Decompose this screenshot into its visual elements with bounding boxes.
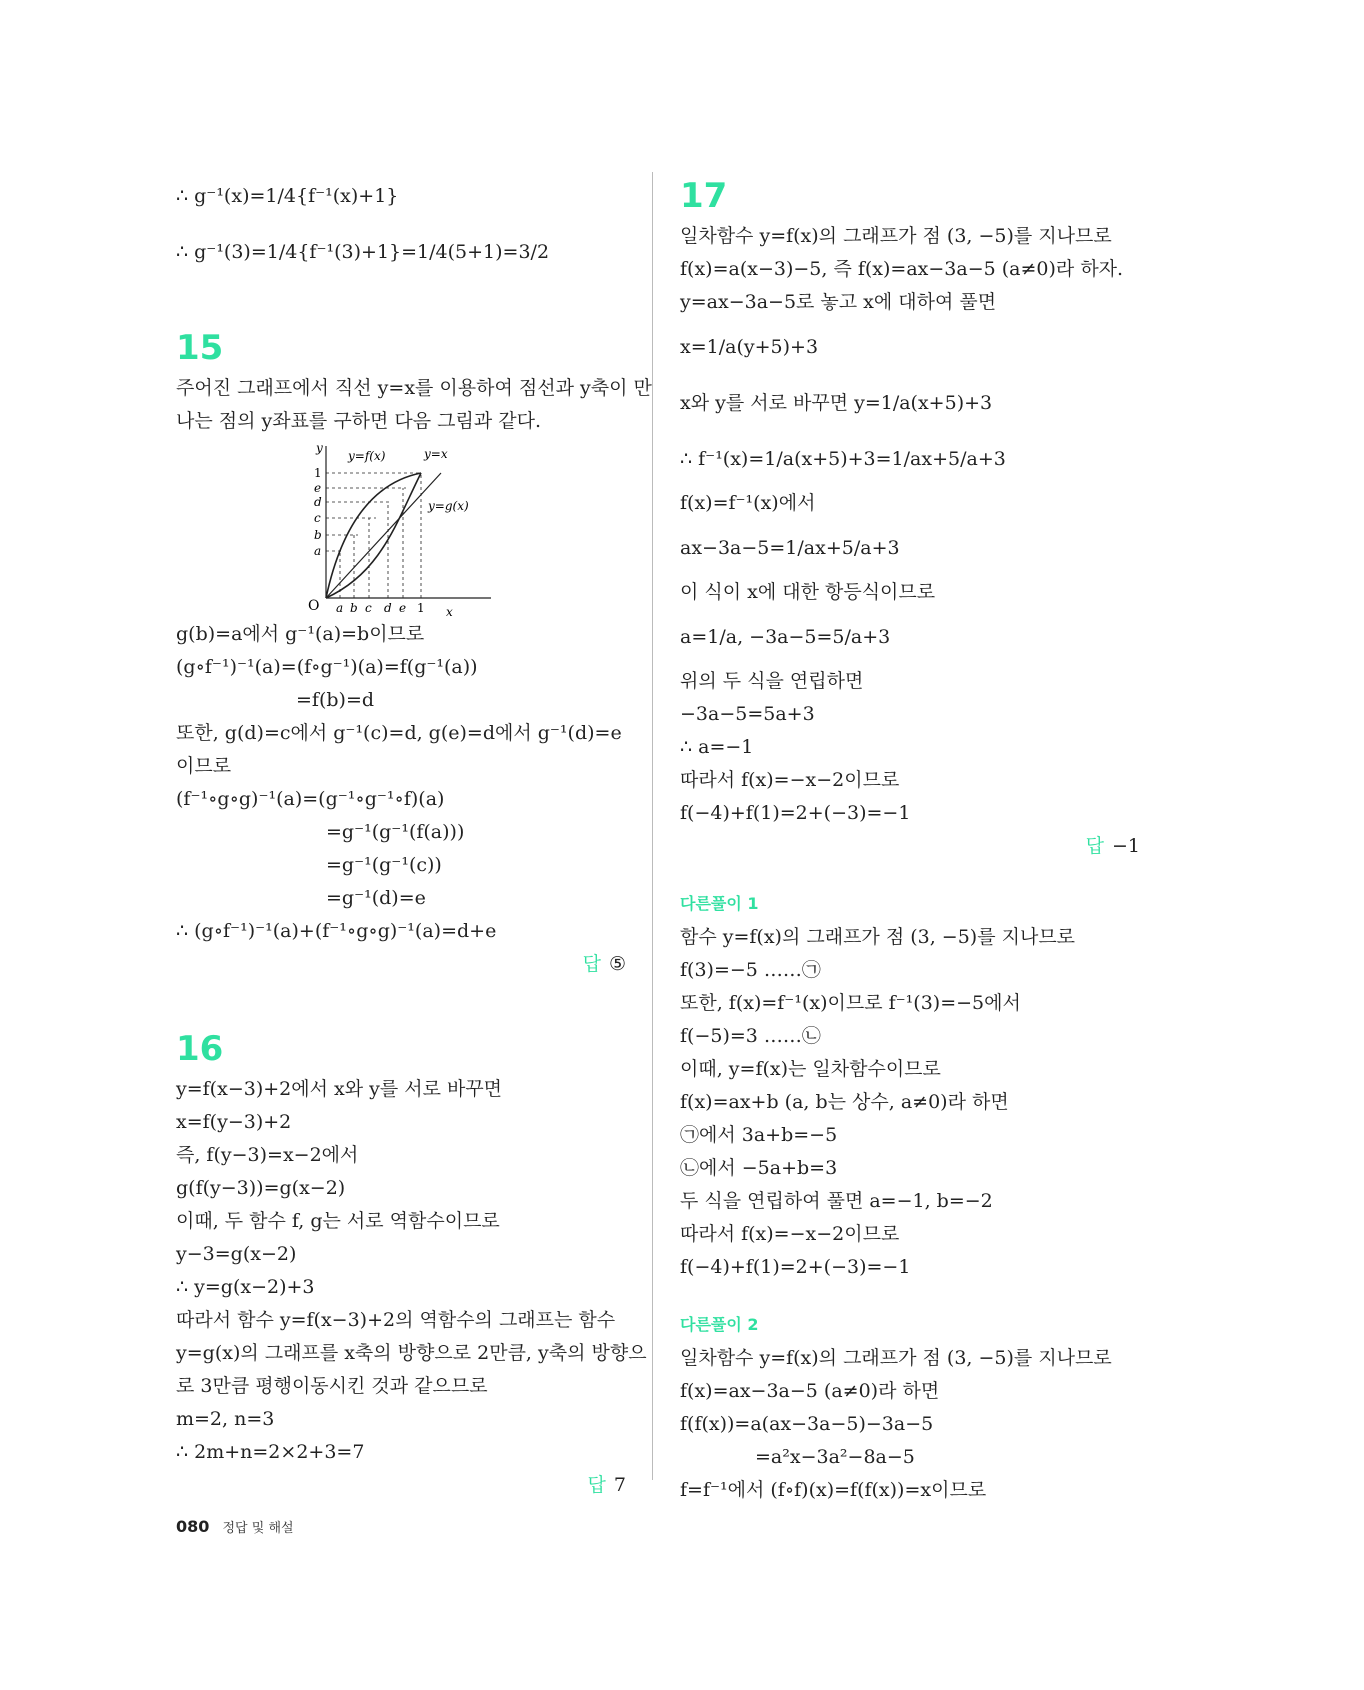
equation-line: f(f(x))=a(ax−3a−5)−3a−5 (680, 1413, 934, 1435)
graph-label: y=g(x) (428, 499, 469, 513)
text-line: 즉, f(y−3)=x−2에서 (176, 1144, 359, 1166)
equation-line: f(x)=f⁻¹(x)에서 (680, 492, 816, 514)
equation-line: =g⁻¹(g⁻¹(f(a))) (326, 821, 465, 843)
answer-15 (176, 948, 626, 981)
text-line: y=f(x−3)+2에서 x와 y를 서로 바꾸면 (176, 1078, 503, 1100)
equation-line: ∴ g⁻¹(x)=1/4{f⁻¹(x)+1} (176, 185, 399, 207)
text-line: 주어진 그래프에서 직선 y=x를 이용하여 점선과 y축이 만 (176, 377, 652, 399)
left-column (176, 168, 652, 1502)
y-tick-label: d (314, 495, 322, 509)
text-line: 이때, 두 함수 f, g는 서로 역함수이므로 (176, 1210, 500, 1232)
equation-line: f(3)=−5 ……㉠ (680, 959, 821, 981)
x-tick-label: a (336, 601, 344, 615)
equation-line: g(f(y−3))=g(x−2) (176, 1177, 346, 1199)
equation-line: f(x)=ax−3a−5 (a≠0)라 하면 (680, 1380, 940, 1402)
answer-label: 답 (587, 1474, 606, 1496)
text-line: 함수 y=f(x)의 그래프가 점 (3, −5)를 지나므로 (680, 926, 1076, 948)
page-number: 080 (176, 1517, 210, 1536)
line-y-eq-x (326, 473, 441, 598)
text-line: 이므로 (176, 755, 232, 777)
equation-line: ㉠에서 3a+b=−5 (680, 1124, 838, 1146)
equation-line: ∴ 2m+n=2×2+3=7 (176, 1441, 365, 1463)
equation-line: (g∘f⁻¹)⁻¹(a)=(f∘g⁻¹)(a)=f(g⁻¹(a)) (176, 656, 478, 678)
equation-line: ax−3a−5=1/ax+5/a+3 (680, 537, 900, 559)
y-tick-label: c (314, 511, 321, 525)
equation-line: a=1/a, −3a−5=5/a+3 (680, 626, 891, 648)
text-line: 나는 점의 y좌표를 구하면 다음 그림과 같다. (176, 410, 542, 432)
graph-label: y=x (424, 447, 448, 461)
x-tick-label: d (384, 601, 392, 615)
answer-value: −1 (1111, 835, 1140, 857)
text-line: y=g(x)의 그래프를 x축의 방향으로 2만큼, y축의 방향으 (176, 1342, 647, 1364)
text-line: 일차함수 y=f(x)의 그래프가 점 (3, −5)를 지나므로 (680, 1347, 1112, 1369)
text-line: 따라서 함수 y=f(x−3)+2의 역함수의 그래프는 함수 (176, 1309, 616, 1331)
text-line: 위의 두 식을 연립하면 (680, 670, 864, 692)
y-tick-label: e (314, 481, 322, 495)
equation-line: ㉡에서 −5a+b=3 (680, 1157, 838, 1179)
x-tick-label: c (365, 601, 372, 615)
equation-line: x=1/a(y+5)+3 (680, 336, 819, 358)
text-line: 이때, y=f(x)는 일차함수이므로 (680, 1058, 941, 1080)
equation-line: =f(b)=d (296, 689, 375, 711)
equation-line: x=f(y−3)+2 (176, 1111, 292, 1133)
graph-svg (296, 438, 496, 618)
problem-number-16: 16 (176, 1029, 224, 1069)
equation-line: f(x)=a(x−3)−5, 즉 f(x)=ax−3a−5 (a≠0)라 하자. (680, 258, 1124, 280)
text-line: y=ax−3a−5로 놓고 x에 대하여 풀면 (680, 291, 997, 313)
page-footer (176, 1517, 294, 1536)
answer-value: ⑤ (608, 953, 626, 975)
alt-solution-2-title: 다른풀이 2 (680, 1315, 759, 1334)
text-line: 두 식을 연립하여 풀면 a=−1, b=−2 (680, 1190, 993, 1212)
equation-line: =g⁻¹(d)=e (326, 887, 426, 909)
answer-17 (680, 830, 1140, 863)
equation-line: =a²x−3a²−8a−5 (755, 1446, 915, 1468)
equation-line: ∴ y=g(x−2)+3 (176, 1276, 315, 1298)
equation-line: m=2, n=3 (176, 1408, 275, 1430)
text-line: 일차함수 y=f(x)의 그래프가 점 (3, −5)를 지나므로 (680, 225, 1112, 247)
text-line: g(b)=a에서 g⁻¹(a)=b이므로 (176, 623, 425, 645)
text-line: 이 식이 x에 대한 항등식이므로 (680, 581, 936, 603)
graph-label: x (446, 605, 453, 618)
right-column (680, 168, 1140, 1507)
equation-line: (f⁻¹∘g∘g)⁻¹(a)=(g⁻¹∘g⁻¹∘f)(a) (176, 788, 445, 810)
equation-line: −3a−5=5a+3 (680, 703, 815, 725)
equation-line: =g⁻¹(g⁻¹(c)) (326, 854, 442, 876)
answer-value: 7 (613, 1474, 626, 1496)
book-section: 정답 및 해설 (222, 1521, 294, 1536)
graph-figure (176, 438, 626, 618)
answer-label: 답 (582, 953, 601, 975)
problem-number-17: 17 (680, 176, 728, 216)
equation-line: ∴ f⁻¹(x)=1/a(x+5)+3=1/ax+5/a+3 (680, 448, 1006, 470)
text-line: 또한, f(x)=f⁻¹(x)이므로 f⁻¹(3)=−5에서 (680, 992, 1021, 1014)
equation-line: f(−5)=3 ……㉡ (680, 1025, 821, 1047)
answer-label: 답 (1085, 835, 1104, 857)
equation-line: ∴ g⁻¹(3)=1/4{f⁻¹(3)+1}=1/4(5+1)=3/2 (176, 241, 550, 263)
equation-line: ∴ (g∘f⁻¹)⁻¹(a)+(f⁻¹∘g∘g)⁻¹(a)=d+e (176, 920, 497, 942)
x-tick-label: b (350, 601, 358, 615)
equation-line: y−3=g(x−2) (176, 1243, 297, 1265)
text-line: 따라서 f(x)=−x−2이므로 (680, 769, 900, 791)
answer-16 (176, 1469, 626, 1502)
y-tick-label: 1 (314, 466, 322, 480)
equation-line: f=f⁻¹에서 (f∘f)(x)=f(f(x))=x이므로 (680, 1479, 987, 1501)
alt-solution-1-title: 다른풀이 1 (680, 894, 759, 913)
x-tick-label: 1 (417, 601, 425, 615)
graph-label: O (308, 598, 320, 614)
text-line: f(x)=ax+b (a, b는 상수, a≠0)라 하면 (680, 1091, 1009, 1113)
graph-label: y=f(x) (348, 449, 386, 463)
equation-line: f(−4)+f(1)=2+(−3)=−1 (680, 1256, 911, 1278)
column-divider (652, 172, 653, 1480)
equation-line: ∴ a=−1 (680, 736, 754, 758)
equation-line: x와 y를 서로 바꾸면 y=1/a(x+5)+3 (680, 392, 993, 414)
text-line: 따라서 f(x)=−x−2이므로 (680, 1223, 900, 1245)
graph-label: y (316, 441, 323, 455)
y-tick-label: b (314, 528, 322, 542)
text-line: 로 3만큼 평행이동시킨 것과 같으므로 (176, 1375, 488, 1397)
x-tick-label: e (399, 601, 407, 615)
equation-line: f(−4)+f(1)=2+(−3)=−1 (680, 802, 911, 824)
text-line: 또한, g(d)=c에서 g⁻¹(c)=d, g(e)=d에서 g⁻¹(d)=e (176, 722, 622, 744)
y-tick-label: a (314, 544, 322, 558)
problem-number-15: 15 (176, 328, 224, 368)
